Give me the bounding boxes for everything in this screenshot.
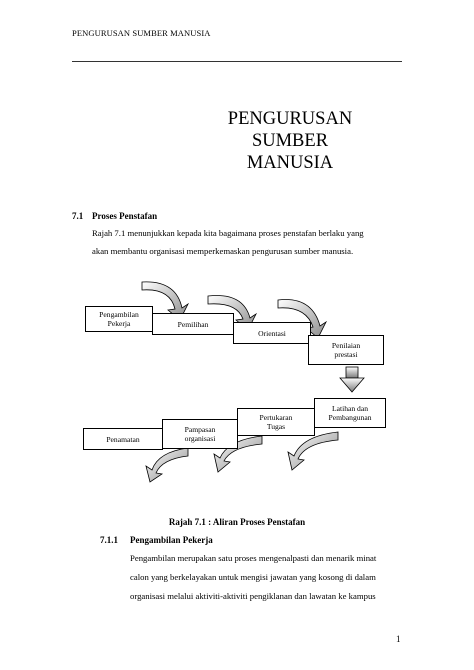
step-penamatan — [83, 428, 163, 450]
subsection-paragraph-line-2: calon yang berkelayakan untuk mengisi jawatan yang kosong di dalam — [130, 572, 376, 582]
chapter-title-line-3: MANUSIA — [246, 153, 334, 173]
step-pampasan-organisasi — [162, 419, 238, 449]
subsection-number: 7.1.1 — [100, 535, 118, 545]
subsection-title: Pengambilan Pekerja — [130, 535, 213, 545]
section-paragraph-line-1: Rajah 7.1 menunjukkan kepada kita bagaimana proses penstafan berlaku yang — [92, 228, 364, 238]
step-orientasi — [233, 322, 311, 344]
page-number: 1 — [396, 634, 401, 644]
step-label: Tugas — [266, 422, 286, 431]
step-label: Orientasi — [258, 328, 286, 338]
step-penilaian-prestasi — [308, 335, 384, 365]
step-label: prestasi — [334, 350, 358, 359]
subsection-paragraph-line-1: Pengambilan merupakan satu proses mengenalpasti dan menarik minat — [130, 553, 377, 563]
step-pemilihan — [152, 313, 234, 335]
step-label: Pekerja — [107, 319, 131, 328]
step-pertukaran-tugas — [237, 408, 315, 436]
figure-caption: Rajah 7.1 : Aliran Proses Penstafan — [168, 517, 306, 527]
chapter-title-line-2: SUMBER — [251, 131, 329, 151]
section-number: 7.1 — [72, 211, 84, 221]
running-header: PENGURUSAN SUMBER MANUSIA — [72, 28, 211, 38]
step-label: Penilaian — [331, 341, 361, 350]
curve-arrow-4-icon — [288, 432, 338, 470]
chapter-title-line-1: PENGURUSAN — [227, 109, 353, 129]
step-label: Pertukaran — [259, 413, 293, 422]
step-label: Pampasan — [184, 425, 216, 434]
section-title: Proses Penstafan — [92, 211, 158, 221]
subsection-paragraph-line-3: organisasi melalui aktiviti-aktiviti pengiklanan dan lawatan ke kampus — [130, 591, 376, 601]
step-label: Pemilihan — [177, 319, 209, 329]
step-label: organisasi — [184, 434, 216, 443]
step-label: Pengambilan — [99, 310, 139, 319]
down-arrow-icon — [340, 367, 364, 392]
step-label: Latihan dan — [331, 404, 369, 413]
step-label: Pembangunan — [328, 413, 372, 422]
step-pengambilan-pekerja — [85, 306, 153, 332]
step-latihan-dan-pembangunan — [314, 398, 386, 428]
step-label: Penamatan — [106, 434, 140, 444]
section-paragraph-line-2: akan membantu organisasi memperkemaskan pengurusan sumber manusia. — [92, 246, 354, 256]
curve-arrow-6-icon — [146, 448, 188, 482]
